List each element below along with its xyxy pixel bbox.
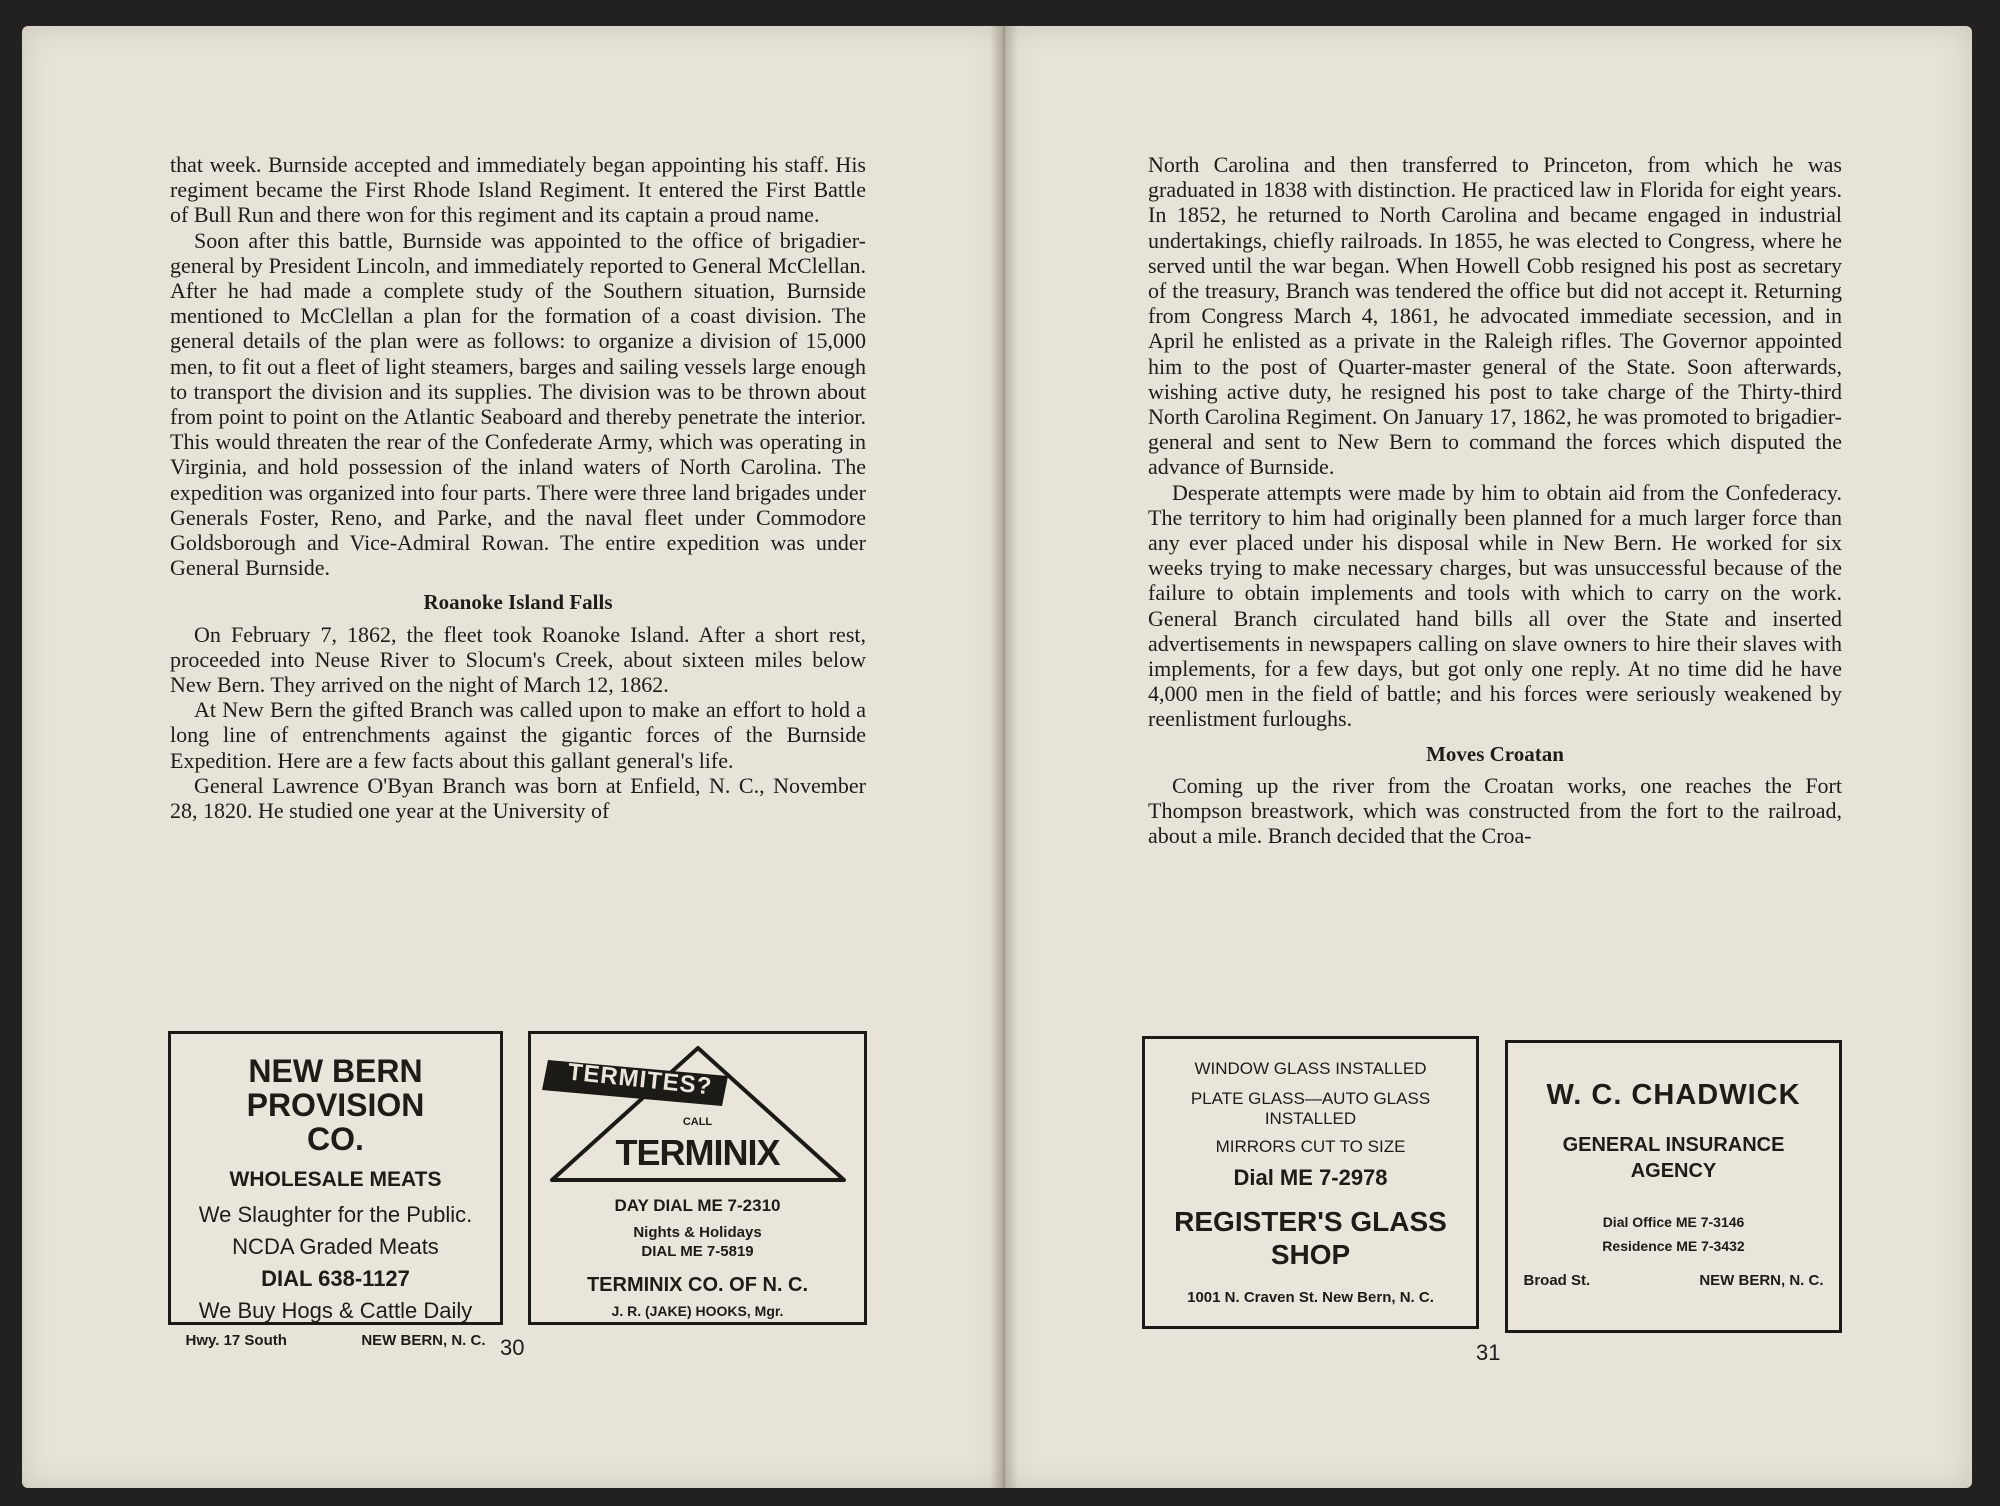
ad-address-right: NEW BERN, N. C. bbox=[361, 1332, 486, 1349]
page-number-right: 31 bbox=[1476, 1340, 1501, 1365]
ad-company-name: TERMINIX CO. OF N. C. bbox=[586, 1274, 809, 1296]
ad-company-name: NEW BERN PROVISION CO. bbox=[246, 1053, 425, 1157]
ad-tagline: GENERAL INSURANCE AGENCY bbox=[1562, 1134, 1785, 1182]
ad-terminix bbox=[528, 1031, 867, 1325]
ad-company-name: W. C. CHADWICK bbox=[1546, 1079, 1801, 1111]
paragraph: that week. Burnside accepted and immediately began appointing his staff. His regiment became the First Rhode Island Regiment. It entered the First Battle of Bull Run and there won for this regiment and its captain a proud name. bbox=[170, 152, 866, 228]
ad-line: PLATE GLASS—AUTO GLASS INSTALLED bbox=[1190, 1089, 1431, 1128]
ad-company-name: REGISTER'S GLASS SHOP bbox=[1174, 1206, 1447, 1270]
section-heading: Moves Croatan bbox=[1426, 741, 1564, 766]
ad-line: NCDA Graded Meats bbox=[232, 1234, 439, 1259]
ad-phone: Dial ME 7-2978 bbox=[1233, 1165, 1388, 1190]
ad-line: We Buy Hogs & Cattle Daily bbox=[198, 1298, 473, 1323]
termites-banner: TERMITES? bbox=[566, 1058, 714, 1101]
ad-chadwick-insurance bbox=[1505, 1040, 1842, 1333]
ad-phone: DIAL ME 7-5819 bbox=[641, 1243, 754, 1260]
page-number-left: 30 bbox=[500, 1335, 525, 1360]
book-gutter bbox=[990, 26, 1018, 1488]
section-heading: Roanoke Island Falls bbox=[423, 590, 613, 615]
ad-phone: DAY DIAL ME 7-2310 bbox=[614, 1196, 781, 1215]
paragraph: General Lawrence O'Byan Branch was born at Enfield, N. C., November 28, 1820. He studied one year at the University of bbox=[170, 772, 866, 824]
ad-address bbox=[186, 1332, 486, 1349]
ad-line: MIRRORS CUT TO SIZE bbox=[1215, 1137, 1406, 1156]
paragraph: North Carolina and then transferred to Princeton, from which he was graduated in 1838 with distinction. He practiced law in Florida for eight years. In 1852, he returned to North Carolina and became engaged in industrial undertakings, chiefly railroads. In 1855, he was elected to Congress, where he served until the war began. When Howell Cobb resigned his post as secretary of the treasury, Branch was tendered the office but did not accept it. Returning from Congress March 4, 1861, he advocated immediate secession, and in April he enlisted as a private in the Raleigh rifles. The Governor appointed him to the post of Quarter-master general of the State. Soon afterwards, wishing active duty, he resigned his post to take charge of the Thirty-third North Carolina Regiment. On January 17, 1862, he was promoted to brigadier-general and sent to New Bern to command the forces which disputed the advance of Burnside. bbox=[1148, 152, 1842, 480]
ad-new-bern-provision bbox=[168, 1031, 503, 1349]
left-text-column bbox=[170, 152, 866, 823]
ad-phone: Residence ME 7-3432 bbox=[1602, 1238, 1745, 1254]
ad-phone: Dial Office ME 7-3146 bbox=[1602, 1214, 1745, 1230]
ad-registers-glass bbox=[1142, 1036, 1479, 1329]
terminix-logo bbox=[538, 1040, 858, 1190]
call-label: CALL bbox=[682, 1116, 713, 1128]
ad-address bbox=[1524, 1272, 1824, 1289]
paragraph: Desperate attempts were made by him to obtain aid from the Confederacy. The territory to him had originally been planned for a much larger force than any ever placed under his disposal while in New Bern. He worked for six weeks trying to make necessary charges, but was unsuccessful because of the failure to obtain implements and tools with which to carry on the work. General Branch circulated hand bills all over the State and inserted advertisements in newspapers calling on slave owners to hire their slaves with implements, for a few days, but got only one reply. At no time did he have 4,000 men in the field of battle; and his forces were seriously weakened by reenlistment furloughs. bbox=[1148, 479, 1842, 732]
ad-phone: DIAL 638-1127 bbox=[261, 1266, 410, 1291]
ad-line: WINDOW GLASS INSTALLED bbox=[1194, 1059, 1427, 1078]
ad-address-left: Hwy. 17 South bbox=[185, 1332, 287, 1349]
ad-tagline: WHOLESALE MEATS bbox=[229, 1168, 442, 1191]
paragraph: Coming up the river from the Croatan works, one reaches the Fort Thompson breastwork, which was constructed from the fort to the railroad, about a mile. Branch decided that the Croa- bbox=[1148, 772, 1842, 849]
right-text-column bbox=[1148, 152, 1842, 848]
ad-line: We Slaughter for the Public. bbox=[198, 1202, 473, 1227]
ad-line: Nights & Holidays bbox=[633, 1224, 762, 1241]
ad-manager: J. R. (JAKE) HOOKS, Mgr. bbox=[611, 1303, 784, 1319]
paragraph: On February 7, 1862, the fleet took Roanoke Island. After a short rest, proceeded into Neuse River to Slocum's Creek, about sixteen miles below New Bern. They arrived on the night of March 12, 1862. bbox=[170, 621, 866, 698]
ad-address-left: Broad St. bbox=[1523, 1272, 1591, 1289]
ad-address: 1001 N. Craven St. New Bern, N. C. bbox=[1187, 1289, 1434, 1306]
paragraph: At New Bern the gifted Branch was called upon to make an effort to hold a long line of entrenchments against the gigantic forces of the Burnside Expedition. Here are a few facts about this gallant general's life. bbox=[170, 697, 866, 773]
paragraph: Soon after this battle, Burnside was appointed to the office of brigadier-general by President Lincoln, and immediately reported to General McClellan. After he had made a complete study of the Southern situation, Burnside mentioned to McClellan a plan for the formation of a coast division. The general details of the plan were as follows: to organize a division of 15,000 men, to fit out a fleet of light steamers, barges and sailing vessels large enough to transport the division and its supplies. The division was to be thrown about from point to point on the Atlantic Seaboard and thereby penetrate the interior. This would threaten the rear of the Confederate Army, which was operating in Virginia, and hold possession of the inland waters of North Carolina. The expedition was organized into four parts. There were three land brigades under Generals Foster, Reno, and Parke, and the naval fleet under Commodore Goldsborough and Vice-Admiral Rowan. The entire expedition was under General Burnside. bbox=[170, 227, 866, 581]
ad-address-right: NEW BERN, N. C. bbox=[1699, 1272, 1824, 1289]
terminix-brand: TERMINIX bbox=[615, 1132, 780, 1173]
